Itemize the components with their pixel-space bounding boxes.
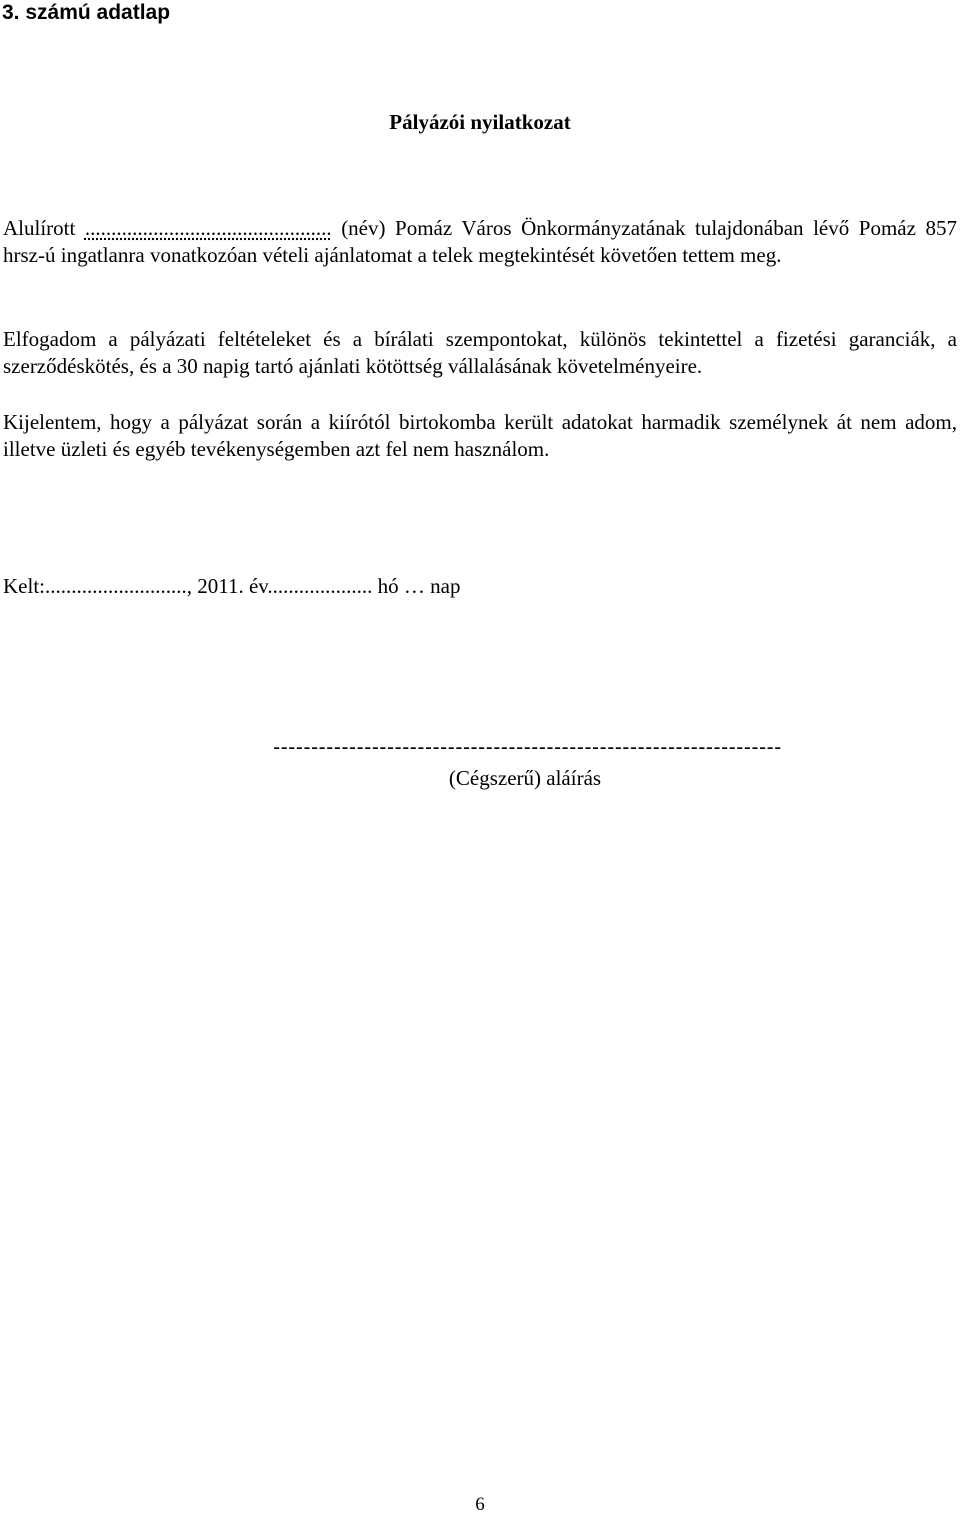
declaration-paragraph-2: Elfogadom a pályázati feltételeket és a bírálati szempontokat, különös tekintettel a fizetési garanciák, a szerződéskötés, és a 30 napig tartó ajánlati kötöttség vállalásának követelményeire.: [3, 327, 957, 378]
page-number: 6: [475, 1494, 485, 1515]
paragraph-1-suffix: (név) Pomáz Város Önkormányzatának tulajdonában lévő Pomáz 857 hrsz-ú ingatlanra vonatkozóan vételi ajánlatomat a telek megtekintését követően tettem meg.: [3, 216, 957, 267]
signature-label: (Cégszerű) aláírás: [448, 766, 602, 790]
signature-line: -------------------------------------------------------------------: [273, 736, 782, 759]
name-blank: ...............................................: [84, 216, 332, 240]
paragraph-1-prefix: Alulírott: [3, 216, 85, 240]
date-line: Kelt:..........................., 2011. év.................... hó … nap: [3, 574, 461, 598]
document-title: Pályázói nyilatkozat: [389, 110, 571, 134]
declaration-paragraph-3: Kijelentem, hogy a pályázat során a kiírótól birtokomba került adatokat harmadik személynek át nem adom, illetve üzleti és egyéb tevékenységemben azt fel nem használom.: [3, 410, 957, 461]
declaration-paragraph-1: [3, 215, 957, 269]
sheet-label: 3. számú adatlap: [2, 1, 171, 24]
